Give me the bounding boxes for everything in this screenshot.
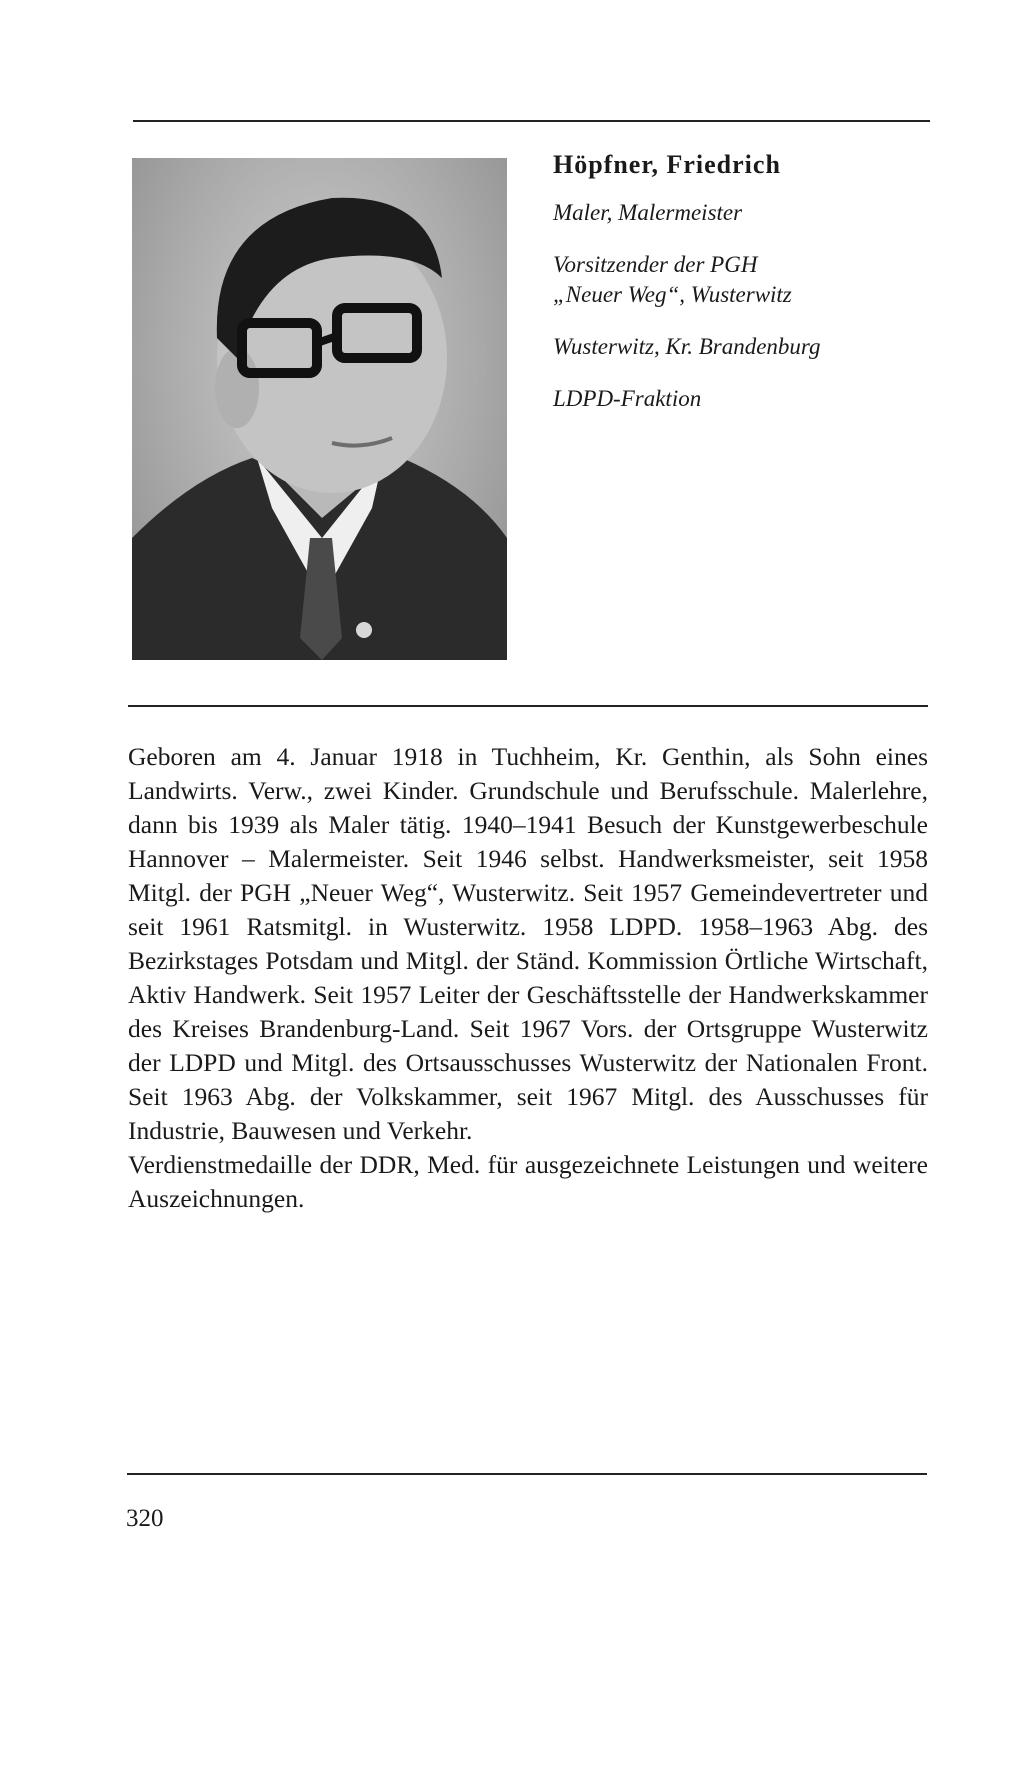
top-divider [133,120,930,122]
middle-divider [128,705,928,707]
awards-paragraph: Verdienstmedaille der DDR, Med. für ausgezeichnete Leistungen und weitere Auszeichnungen. [128,1150,928,1213]
bottom-divider [127,1473,927,1475]
portrait-photo [132,158,507,660]
entry-header [553,150,933,413]
biography [128,740,928,1216]
page-number: 320 [126,1505,164,1532]
occupation: Maler, Malermeister [553,200,743,225]
portrait-illustration [132,158,507,660]
residence: Wusterwitz, Kr. Brandenburg [553,333,821,359]
biography-paragraph: Geboren am 4. Januar 1918 in Tuchheim, Kr. Genthin, als Sohn eines Landwirts. Verw., zwei Kinder. Grundschule und Berufsschule. Malerlehre, dann bis 1939 als Maler tätig. 1940–1941 Besuch der Kunstgewerbeschule Hannover – Malermeister. Seit 1946 selbst. Handwerksmeister, seit 1958 Mitgl. der PGH „Neuer Weg“, Wusterwitz. Seit 1957 Gemeindevertreter und seit 1961 Ratsmitgl. in Wusterwitz. 1958 LDPD. 1958–1963 Abg. des Bezirkstages Potsdam und Mitgl. der Ständ. Kommission Örtliche Wirtschaft, Aktiv Handwerk. Seit 1957 Leiter der Geschäftsstelle der Handwerkskammer des Kreises Brandenburg-Land. Seit 1967 Vors. der Ortsgruppe Wusterwitz der LDPD und Mitgl. des Ortsausschusses Wusterwitz der Nationalen Front. Seit 1963 Abg. der Volkskammer, seit 1967 Mitgl. des Ausschusses für Industrie, Bauwesen und Verkehr. [128,742,928,1145]
position-line-1: Vorsitzender der PGH [553,251,758,277]
faction: LDPD-Fraktion [553,385,702,411]
person-name: Höpfner, Friedrich [553,150,781,179]
position-line-2: „Neuer Weg“, Wusterwitz [553,281,792,307]
